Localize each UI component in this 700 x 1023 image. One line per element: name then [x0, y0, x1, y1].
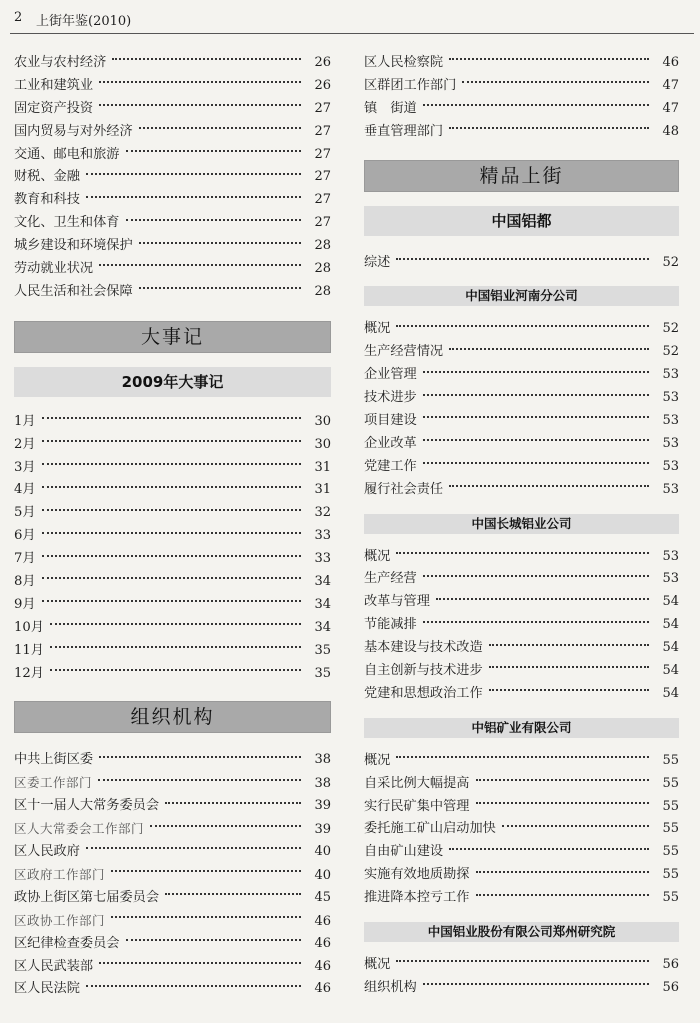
- toc-entry-page: 47: [662, 77, 679, 93]
- section-banner-organization: 组织机构: [14, 701, 331, 733]
- toc-entry[interactable]: [14, 121, 331, 144]
- toc-entry-page: 53: [662, 367, 679, 383]
- toc-entry-page: 40: [314, 844, 331, 860]
- toc-entry[interactable]: [14, 189, 331, 212]
- subhead-zhengzhou-institute: 中国铝业股份有限公司郑州研究院: [364, 922, 679, 942]
- toc-entry-page: 47: [662, 100, 679, 116]
- toc-entry-page: 55: [662, 821, 679, 837]
- dot-leader: [139, 242, 301, 244]
- toc-entry-page: 56: [662, 957, 679, 973]
- toc-entry-label: 区人大常委会工作部门: [14, 821, 145, 837]
- dot-leader: [126, 219, 302, 221]
- dot-leader: [423, 621, 649, 623]
- dot-leader: [112, 58, 301, 60]
- toc-entry[interactable]: [364, 75, 679, 98]
- toc-entry-page: 52: [662, 344, 679, 360]
- dot-leader: [462, 81, 649, 83]
- dot-leader: [99, 962, 301, 964]
- dot-leader: [99, 104, 301, 106]
- dot-leader: [111, 916, 301, 918]
- right-column: [364, 52, 679, 1000]
- toc-entry-label: 劳动就业状况: [14, 261, 94, 277]
- toc-entry[interactable]: [364, 637, 679, 660]
- toc-entry-page: 48: [662, 123, 679, 139]
- toc-entry-page: 27: [314, 169, 331, 185]
- dot-leader: [42, 486, 301, 488]
- subhead-henan-branch: 中国铝业河南分公司: [364, 286, 679, 306]
- dot-leader: [476, 871, 650, 873]
- toc-entry-page: 39: [314, 798, 331, 814]
- dot-leader: [423, 439, 649, 441]
- toc-entry-label: 2月: [14, 436, 36, 452]
- dot-leader: [436, 598, 649, 600]
- toc-entry-label: 技术进步: [364, 390, 417, 406]
- dot-leader: [449, 58, 649, 60]
- toc-entry-label: 生产经营情况: [364, 344, 444, 360]
- dot-leader: [165, 802, 301, 804]
- dot-leader: [396, 552, 649, 554]
- toc-entry[interactable]: [364, 341, 679, 364]
- toc-entry[interactable]: [14, 525, 331, 548]
- dot-leader: [165, 893, 301, 895]
- toc-entry-page: 35: [314, 665, 331, 681]
- toc-entry-page: 53: [662, 458, 679, 474]
- dot-leader: [502, 825, 649, 827]
- toc-entry[interactable]: [14, 818, 331, 841]
- toc-entry-page: 38: [314, 752, 331, 768]
- toc-entry-page: 46: [662, 55, 679, 70]
- aluminum-list: [364, 252, 679, 275]
- toc-entry[interactable]: [14, 864, 331, 887]
- dot-leader: [98, 779, 301, 781]
- toc-entry-page: 46: [314, 935, 331, 951]
- toc-entry-label: 区人民法院: [14, 981, 80, 997]
- toc-entry[interactable]: [14, 795, 331, 818]
- toc-entry-label: 6月: [14, 528, 36, 544]
- toc-entry[interactable]: [14, 910, 331, 933]
- toc-entry-label: 政协上街区第七届委员会: [14, 889, 160, 905]
- toc-entry-page: 34: [314, 619, 331, 635]
- toc-entry-label: 区人民武装部: [14, 958, 94, 974]
- toc-entry[interactable]: [364, 318, 679, 341]
- dot-leader: [86, 173, 301, 175]
- toc-entry[interactable]: [364, 773, 679, 796]
- toc-entry-page: 38: [314, 776, 331, 792]
- toc-entry-label: 综述: [364, 254, 391, 270]
- dot-leader: [449, 848, 649, 850]
- dot-leader: [99, 264, 301, 266]
- toc-entry[interactable]: [14, 956, 331, 979]
- toc-entry-label: 委托施工矿山启动加快: [364, 821, 496, 837]
- subhead-2009-events: 2009年大事记: [14, 367, 331, 397]
- toc-entry-label: 区纪律检查委员会: [14, 935, 120, 951]
- toc-entry-label: 交通、邮电和旅游: [14, 146, 120, 162]
- dot-leader: [139, 287, 301, 289]
- toc-entry[interactable]: [364, 52, 679, 75]
- dot-leader: [99, 81, 301, 83]
- toc-entry-label: 农业与农村经济: [14, 55, 107, 70]
- toc-entry[interactable]: [14, 52, 331, 75]
- toc-entry-page: 53: [662, 571, 679, 587]
- toc-entry[interactable]: [14, 617, 331, 640]
- toc-entry-label: 7月: [14, 551, 36, 567]
- dot-leader: [423, 575, 649, 577]
- toc-entry-label: 基本建设与技术改造: [364, 640, 483, 656]
- toc-entry[interactable]: [364, 433, 679, 456]
- dot-leader: [489, 666, 649, 668]
- toc-entry[interactable]: [364, 252, 679, 275]
- toc-entry-page: 30: [314, 413, 331, 429]
- toc-entry-label: 城乡建设和环境保护: [14, 238, 133, 254]
- dot-leader: [86, 847, 301, 849]
- toc-entry-page: 28: [314, 283, 331, 299]
- toc-entry-page: 27: [314, 192, 331, 208]
- toc-entry-page: 46: [314, 913, 331, 929]
- toc-entry-page: 27: [314, 146, 331, 162]
- toc-entry[interactable]: [14, 502, 331, 525]
- toc-entry-page: 27: [314, 123, 331, 139]
- toc-entry[interactable]: [364, 364, 679, 387]
- toc-entry-page: 27: [314, 100, 331, 116]
- toc-entry-page: 26: [314, 55, 331, 70]
- toc-entry[interactable]: [364, 750, 679, 773]
- toc-entry[interactable]: [364, 660, 679, 683]
- dot-leader: [489, 689, 649, 691]
- dot-leader: [449, 127, 649, 129]
- toc-entry-label: 区政协工作部门: [14, 912, 106, 928]
- mining-list: [364, 750, 679, 910]
- toc-entry-page: 28: [314, 261, 331, 277]
- dot-leader: [396, 258, 649, 260]
- dot-leader: [139, 127, 301, 129]
- toc-entry-label: 党建和思想政治工作: [364, 685, 483, 701]
- toc-entry-label: 国内贸易与对外经济: [14, 123, 133, 139]
- toc-entry[interactable]: [14, 594, 331, 617]
- toc-entry-page: 28: [314, 238, 331, 254]
- toc-entry-label: 党建工作: [364, 458, 417, 474]
- toc-entry-page: 34: [314, 574, 331, 590]
- dot-leader: [396, 960, 649, 962]
- toc-entry[interactable]: [364, 796, 679, 819]
- toc-entry-page: 46: [314, 958, 331, 974]
- toc-entry-label: 区人民政府: [14, 844, 80, 860]
- toc-entry-label: 教育和科技: [14, 192, 80, 208]
- dot-leader: [423, 371, 649, 373]
- toc-entry-label: 推进降本控亏工作: [364, 890, 470, 906]
- toc-entry[interactable]: [364, 121, 679, 144]
- toc-entry[interactable]: [364, 887, 679, 910]
- toc-entry-label: 财税、金融: [14, 169, 80, 185]
- dot-leader: [396, 756, 649, 758]
- toc-entry[interactable]: [364, 864, 679, 887]
- toc-entry-page: 33: [314, 551, 331, 567]
- toc-entry-page: 54: [662, 617, 679, 633]
- toc-entry-page: 30: [314, 436, 331, 452]
- left-column: [14, 52, 331, 1001]
- org-list: [14, 749, 331, 1001]
- toc-entry[interactable]: [364, 410, 679, 433]
- dot-leader: [86, 985, 301, 987]
- toc-entry-page: 32: [314, 505, 331, 521]
- toc-entry-page: 54: [662, 663, 679, 679]
- dot-leader: [50, 646, 301, 648]
- toc-entry-page: 39: [314, 822, 331, 838]
- toc-entry-page: 55: [662, 798, 679, 814]
- toc-entry-label: 自采比例大幅提高: [364, 775, 470, 791]
- toc-entry-label: 企业改革: [364, 435, 417, 451]
- toc-entry[interactable]: [364, 818, 679, 841]
- economy-list: [14, 52, 331, 304]
- toc-entry-page: 53: [662, 481, 679, 497]
- page-number: 2: [14, 10, 23, 25]
- toc-entry-page: 55: [662, 890, 679, 906]
- toc-entry-label: 组织机构: [364, 979, 417, 995]
- toc-entry[interactable]: [14, 75, 331, 98]
- dot-leader: [449, 485, 649, 487]
- toc-entry-page: 35: [314, 642, 331, 658]
- toc-entry[interactable]: [364, 456, 679, 479]
- dot-leader: [423, 104, 649, 106]
- dot-leader: [423, 394, 649, 396]
- dot-leader: [489, 644, 649, 646]
- toc-entry-label: 文化、卫生和体育: [14, 215, 120, 231]
- dot-leader: [476, 894, 650, 896]
- section-banner-events: 大事记: [14, 321, 331, 353]
- toc-entry-page: 56: [662, 979, 679, 995]
- toc-entry[interactable]: [364, 977, 679, 1000]
- changcheng-list: [364, 546, 679, 706]
- toc-entry-page: 55: [662, 775, 679, 791]
- dot-leader: [42, 463, 301, 465]
- toc-entry-page: 40: [314, 867, 331, 883]
- toc-entry-label: 区人民检察院: [364, 55, 444, 70]
- toc-entry[interactable]: [364, 98, 679, 121]
- toc-entry-page: 31: [314, 482, 331, 498]
- toc-entry-page: 52: [662, 254, 679, 270]
- running-title: 上街年鉴(2010): [36, 14, 132, 29]
- toc-entry-label: 8月: [14, 574, 36, 590]
- toc-entry-label: 区群团工作部门: [364, 77, 457, 93]
- toc-entry[interactable]: [364, 546, 679, 569]
- toc-entry-page: 54: [662, 640, 679, 656]
- toc-entry-label: 概况: [364, 321, 391, 337]
- toc-entry[interactable]: [14, 663, 331, 686]
- dot-leader: [42, 577, 301, 579]
- toc-entry-page: 53: [662, 390, 679, 406]
- toc-entry[interactable]: [14, 434, 331, 457]
- toc-entry[interactable]: [364, 954, 679, 977]
- toc-entry-page: 33: [314, 528, 331, 544]
- toc-entry-page: 53: [662, 435, 679, 451]
- toc-entry-page: 45: [314, 889, 331, 905]
- toc-entry-page: 26: [314, 77, 331, 93]
- toc-entry-label: 区十一届人大常务委员会: [14, 798, 160, 814]
- dot-leader: [126, 939, 302, 941]
- toc-entry[interactable]: [364, 614, 679, 637]
- toc-entry-label: 12月: [14, 665, 44, 681]
- toc-entry-page: 31: [314, 459, 331, 475]
- page-header: [0, 0, 700, 34]
- toc-entry-label: 9月: [14, 596, 36, 612]
- right-top-list: [364, 52, 679, 144]
- toc-entry[interactable]: [364, 387, 679, 410]
- toc-entry-label: 固定资产投资: [14, 100, 94, 116]
- toc-entry-label: 概况: [364, 548, 391, 564]
- dot-leader: [50, 623, 301, 625]
- toc-entry-label: 自主创新与技术进步: [364, 663, 483, 679]
- toc-entry-page: 54: [662, 685, 679, 701]
- toc-entry[interactable]: [14, 887, 331, 910]
- dot-leader: [449, 348, 649, 350]
- toc-entry-page: 27: [314, 215, 331, 231]
- dot-leader: [476, 779, 650, 781]
- dot-leader: [42, 600, 301, 602]
- zhengzhou-list: [364, 954, 679, 1000]
- toc-entry[interactable]: [14, 166, 331, 189]
- toc-entry-label: 区政府工作部门: [14, 866, 106, 882]
- toc-entry-label: 企业管理: [364, 367, 417, 383]
- toc-entry-page: 46: [314, 981, 331, 997]
- toc-entry-label: 4月: [14, 482, 36, 498]
- toc-entry-label: 镇 街道: [364, 100, 417, 116]
- toc-entry[interactable]: [14, 457, 331, 480]
- toc-entry[interactable]: [364, 568, 679, 591]
- toc-entry-label: 垂直管理部门: [364, 123, 444, 139]
- dot-leader: [126, 150, 302, 152]
- toc-entry[interactable]: [14, 548, 331, 571]
- toc-entry[interactable]: [364, 479, 679, 502]
- toc-entry-page: 53: [662, 413, 679, 429]
- toc-entry-label: 11月: [14, 642, 44, 658]
- dot-leader: [50, 669, 301, 671]
- header-rule: [10, 33, 694, 34]
- toc-entry-label: 自由矿山建设: [364, 844, 444, 860]
- toc-entry-label: 履行社会责任: [364, 481, 444, 497]
- dot-leader: [99, 756, 301, 758]
- toc-entry-label: 1月: [14, 413, 36, 429]
- dot-leader: [396, 325, 649, 327]
- toc-entry[interactable]: [14, 978, 331, 1001]
- toc-entry[interactable]: [364, 591, 679, 614]
- toc-entry-page: 34: [314, 596, 331, 612]
- toc-entry[interactable]: [14, 749, 331, 772]
- toc-entry[interactable]: [14, 933, 331, 956]
- dot-leader: [42, 417, 301, 419]
- section-banner-featured: 精品上街: [364, 160, 679, 192]
- dot-leader: [42, 509, 301, 511]
- toc-entry[interactable]: [14, 212, 331, 235]
- dot-leader: [476, 802, 650, 804]
- toc-entry[interactable]: [14, 571, 331, 594]
- toc-entry-label: 概况: [364, 957, 391, 973]
- dot-leader: [423, 462, 649, 464]
- subhead-aluminum-capital: 中国铝都: [364, 206, 679, 236]
- toc-entry-page: 53: [662, 548, 679, 564]
- toc-entry-page: 55: [662, 844, 679, 860]
- toc-entry-page: 52: [662, 321, 679, 337]
- toc-entry-label: 工业和建筑业: [14, 77, 94, 93]
- dot-leader: [423, 416, 649, 418]
- toc-entry-label: 5月: [14, 505, 36, 521]
- toc-entry-label: 中共上街区委: [14, 752, 94, 768]
- toc-entry-label: 10月: [14, 619, 44, 635]
- subhead-changcheng: 中国长城铝业公司: [364, 514, 679, 534]
- months-list: [14, 411, 331, 686]
- toc-entry-label: 项目建设: [364, 413, 417, 429]
- toc-entry-page: 55: [662, 867, 679, 883]
- subhead-mining: 中铝矿业有限公司: [364, 718, 679, 738]
- toc-entry-label: 实行民矿集中管理: [364, 798, 470, 814]
- toc-entry-label: 区委工作部门: [14, 775, 93, 791]
- toc-entry[interactable]: [14, 411, 331, 434]
- toc-entry[interactable]: [14, 772, 331, 795]
- toc-entry[interactable]: [364, 683, 679, 706]
- dot-leader: [150, 825, 301, 827]
- toc-entry-label: 3月: [14, 459, 36, 475]
- toc-entry-page: 55: [662, 752, 679, 768]
- toc-entry[interactable]: [364, 841, 679, 864]
- dot-leader: [86, 196, 301, 198]
- toc-entry[interactable]: [14, 235, 331, 258]
- toc-entry[interactable]: [14, 144, 331, 167]
- toc-entry-page: 54: [662, 594, 679, 610]
- dot-leader: [42, 440, 301, 442]
- toc-entry-label: 改革与管理: [364, 594, 430, 610]
- toc-entry-label: 节能减排: [364, 617, 417, 633]
- henan-list: [364, 318, 679, 501]
- toc-entry-label: 实施有效地质勘探: [364, 867, 470, 883]
- toc-entry-label: 生产经营: [364, 571, 417, 587]
- toc-entry[interactable]: [14, 479, 331, 502]
- toc-entry-label: 人民生活和社会保障: [14, 283, 133, 299]
- toc-entry[interactable]: [14, 640, 331, 663]
- toc-entry[interactable]: [14, 98, 331, 121]
- dot-leader: [42, 532, 301, 534]
- toc-entry[interactable]: [14, 281, 331, 304]
- dot-leader: [423, 983, 649, 985]
- toc-entry[interactable]: [14, 841, 331, 864]
- dot-leader: [111, 870, 301, 872]
- toc-entry[interactable]: [14, 258, 331, 281]
- toc-entry-label: 概况: [364, 752, 391, 768]
- dot-leader: [42, 555, 301, 557]
